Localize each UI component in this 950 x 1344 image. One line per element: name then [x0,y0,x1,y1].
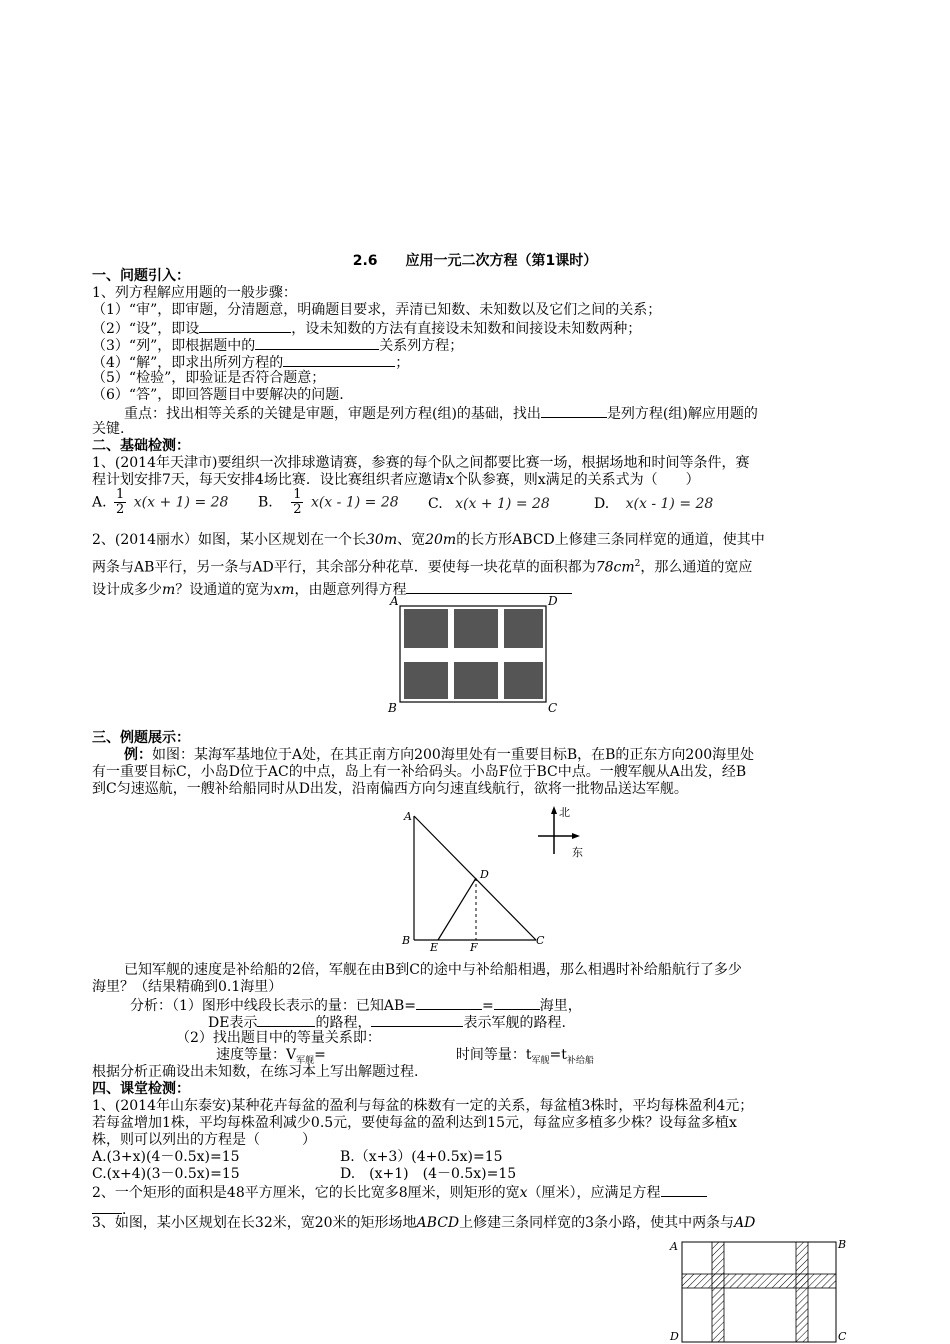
step-4: （4）“解”，即求出所列方程的 ； [92,355,410,371]
q2-line3: 设计成多少m？设通道的宽为xm，由题意列得方程 [92,580,572,599]
fraction-half: $\frac{1}{2}$ [116,487,125,517]
s4-q2-line1: 2、一个矩形的面积是48平方厘米，它的长比宽多8厘米，则矩形的宽x（厘米），应满足方程 [92,1183,707,1202]
s4-q1-line1: 1、(2014年山东泰安)某种花卉每盆的盈利与每盆的株数有一定的关系，每盆植3株时，平均每株盈利4元； [92,1098,754,1114]
example-line3: 到C匀速巡航，一艘补给船同时从D出发，沿南偏西方向匀速直线航行，欲将一批物品送达军舰。 [92,781,688,797]
s4-q3-line1: 3、如图，某小区规划在长32米，宽20米的矩形场地ABCD上修建三条同样宽的3条小路，使其中两条与AD [92,1215,756,1231]
label-b: B [402,934,411,947]
s4-option-c[interactable]: C.(x+4)(3－0.5x)=15 [92,1166,240,1182]
analysis-2: （2）找出题目中的等量关系即： [176,1030,381,1046]
option-c[interactable]: C. x(x + 1) = 28 [428,496,550,512]
blank-de[interactable] [257,1013,315,1027]
blank-equation[interactable] [406,580,572,594]
label-c: C [548,701,558,715]
example-line2: 有一重要目标C，小岛D位于AC的中点，岛上有一补给码头。小岛F位于BC中点。一艘军舰从A出发，经B [92,764,747,780]
q1-line1: 1、(2014年天津市)要组织一次排球邀请赛，参赛的每个队之间都要比赛一场，根据场地和时间等条件，赛 [92,455,750,471]
label-d: D [670,1330,679,1343]
blank-ab[interactable] [416,996,482,1010]
key-point-end: 关键. [92,421,125,437]
step-1: （1）“审”，即审题，分清题意，明确题目要求，弄清已知数、未知数以及它们之间的关系； [92,302,662,318]
s4-option-b[interactable]: B.（x+3）(4+0.5x)=15 [340,1149,503,1165]
s4-option-a[interactable]: A.(3+x)(4－0.5x)=15 [92,1149,240,1165]
fraction-half: $\frac{1}{2}$ [293,487,302,517]
step-3: （3）“列”，即根据题中的 关系列方程； [92,338,464,354]
blank-ab-value[interactable] [494,996,540,1010]
section1-intro: 1、列方程解应用题的一般步骤： [92,285,297,301]
analysis-1: 分析：（1）图形中线段长表示的量：已知AB= = 海里， [130,998,582,1014]
q2-line1: 2、(2014丽水）如图，某小区规划在一个长30m、宽20m的长方形ABCD上修建三条同样宽的通道，使其中 [92,532,765,548]
given-line1: 已知军舰的速度是补给船的2倍，军舰在由B到C的途中与补给船相遇，那么相遇时补给船航行了多少 [124,962,742,978]
step-5: （5）“检验”，即验证是否符合题意； [92,370,326,386]
label-a: A [404,810,412,823]
s4-q1-line2: 若每盆增加1株，平均每株盈利减少0.5元，要使每盆的盈利达到15元，每盆应多植多少株？设每盆多植x [92,1115,737,1131]
label-a: A [670,1240,678,1253]
step-2: （2）“设”，即设 ，设未知数的方法有直接设未知数和间接设未知数两种； [92,321,642,337]
label-d: D [480,868,489,881]
blank-unknown[interactable] [199,319,291,333]
label-d: D [548,594,558,608]
label-b: B [388,701,397,715]
blank-solution[interactable] [283,353,395,367]
q2-line2: 两条与AB平行，另一条与AD平行，其余部分种花草．要使每一块花草的面积都为$78cm^2$，那么通道的宽应 [92,559,753,576]
blank-warship[interactable] [371,1013,463,1027]
label-c: C [838,1330,847,1343]
given-line2: 海里？（结果精确到0.1海里） [92,979,283,995]
q1-line2: 程计划安排7天，每天安排4场比赛．设比赛组织者应邀请x个队参赛，则x满足的关系式为（ ） [92,472,700,488]
section1-heading: 一、问题引入： [92,268,190,284]
s4-q1-line3: 株，则可以列出的方程是（ ） [92,1132,316,1148]
section4-heading: 四、课堂检测： [92,1081,190,1097]
key-point: 重点：找出相等关系的关键是审题，审题是列方程(组)的基础，找出 是列方程(组)解应用题的 [124,406,758,422]
label-c: C [536,934,545,947]
blank-equation[interactable] [661,1183,707,1197]
step-6: （6）“答”，即回答题目中要解决的问题. [92,387,344,403]
label-e: E [430,941,439,954]
label-b: B [838,1238,847,1251]
analysis-final: 根据分析正确设出未知数，在练习本上写出解题过程. [92,1064,419,1080]
hatched-paths-figure [668,1236,850,1344]
label-f: F [470,941,478,954]
option-a[interactable]: A. $\frac{1}{2}$ x(x + 1) = 28 [92,487,229,517]
s4-option-d[interactable]: D. (x+1) (4－0.5x)=15 [340,1166,517,1182]
triangle-navigation-figure [396,802,596,954]
s4-q2-line2: ． [92,1200,136,1219]
option-d[interactable]: D. x(x - 1) = 28 [594,496,714,512]
option-b[interactable]: B. $\frac{1}{2}$ x(x - 1) = 28 [258,487,399,517]
blank-key[interactable] [541,404,607,418]
section2-heading: 二、基础检测： [92,438,190,454]
rectangle-garden-figure [384,594,564,716]
example-line1: 例：如图：某海军基地位于A处，在其正南方向200海里处有一重要目标B，在B的正东方向200海里处 [124,747,755,763]
analysis-de: DE表示 的路程， 表示军舰的路程. [208,1015,566,1031]
east-label: 东 [572,846,583,859]
section3-heading: 三、例题展示： [92,730,190,746]
page-title: 2.6 应用一元二次方程（第1课时） [352,253,598,269]
north-label: 北 [559,806,570,819]
blank-relation[interactable] [255,336,379,350]
label-a: A [390,594,399,608]
analysis-equal: 速度等量：$V_{军舰}=$ 时间等量：$t_{军舰}=t_{补给船}$ [216,1047,594,1066]
